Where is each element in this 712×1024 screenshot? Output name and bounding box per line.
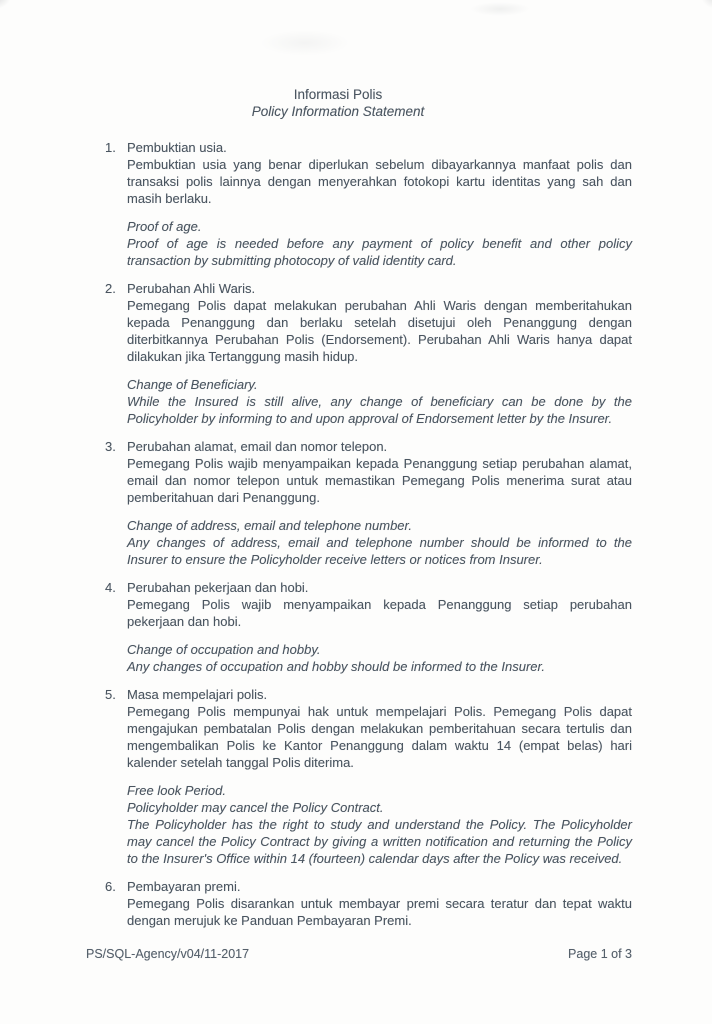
item-heading-id: Perubahan Ahli Waris.: [127, 281, 256, 296]
paragraph-id: Pemegang Polis mempunyai hak untuk mempelajari Polis. Pemegang Polis dapat mengajukan pembatalan Polis dengan melakukan pemberitahuan secara tertulis dan mengembalikan Polis ke Kantor Penanggung dalam waktu 14 (empat belas) hari kalender setelah tanggal Polis diterima.: [127, 704, 632, 770]
item-body-en: [127, 235, 632, 269]
item-content: [127, 139, 632, 269]
item-body-en: [127, 658, 632, 675]
page-subtitle: Policy Information Statement: [251, 104, 425, 119]
item-block-en: [127, 641, 632, 675]
footer: [86, 946, 632, 963]
list-item: [105, 280, 632, 427]
item-block-en: [127, 517, 632, 568]
paragraph-en: Any changes of occupation and hobby should be informed to the Insurer.: [127, 659, 545, 674]
item-number: 4.: [105, 580, 116, 595]
item-block-en: [127, 376, 632, 427]
item-number: 1.: [105, 140, 116, 155]
item-body-id: [127, 297, 632, 365]
paragraph-id: Pemegang Polis wajib menyampaikan kepada Penanggung setiap perubahan pekerjaan dan hobi.: [127, 597, 632, 629]
paragraph-id: Pemegang Polis disarankan untuk membayar premi secara teratur dan tepat waktu dengan merujuk ke Panduan Pembayaran Premi.: [127, 896, 632, 928]
item-body-id: [127, 703, 632, 771]
item-content: [127, 878, 632, 929]
list-item: [105, 438, 632, 568]
item-heading-id: Perubahan pekerjaan dan hobi.: [127, 580, 309, 595]
title-block: [0, 0, 676, 120]
item-number: 2.: [105, 281, 116, 296]
item-heading-id: Pembayaran premi.: [127, 879, 241, 894]
item-number: 3.: [105, 439, 116, 454]
paragraph-id: Pemegang Polis dapat melakukan perubahan Ahli Waris dengan memberitahukan kepada Penanggung dan berlaku setelah disetujui oleh Penanggung dengan diterbitkannya Perubahan Polis (Endorsement). Perubahan Ahli Waris hanya dapat dilakukan jika Tertanggung masih hidup.: [127, 298, 632, 364]
item-body-en: [127, 393, 632, 427]
item-heading-id: Masa mempelajari polis.: [127, 687, 268, 702]
list-item: [105, 579, 632, 675]
item-body-id: [127, 455, 632, 506]
list-item: [105, 686, 632, 867]
paragraph-en: While the Insured is still alive, any change of beneficiary can be done by the Policyholder by informing to and upon approval of Endorsement letter by the Insurer.: [127, 394, 632, 426]
paragraph-en: Policyholder may cancel the Policy Contract.: [127, 800, 384, 815]
item-heading-en: Change of occupation and hobby.: [127, 642, 321, 657]
items-list: [105, 139, 632, 929]
footer-doc-code: PS/SQL-Agency/v04/11-2017: [86, 947, 250, 961]
list-item: [105, 139, 632, 269]
item-block-en: [127, 218, 632, 269]
list-item: [105, 878, 632, 929]
item-heading-en: Change of address, email and telephone number.: [127, 518, 412, 533]
item-heading-en: Free look Period.: [127, 783, 226, 798]
item-content: [127, 280, 632, 427]
item-body-id: [127, 596, 632, 630]
item-body-id: [127, 156, 632, 207]
paragraph-en: Any changes of address, email and telephone number should be informed to the Insurer to ensure the Policyholder receive letters or notices from Insurer.: [127, 535, 632, 567]
item-heading-en: Change of Beneficiary.: [127, 377, 258, 392]
item-block-en: [127, 782, 632, 867]
item-heading-id: Pembuktian usia.: [127, 140, 227, 155]
item-body-id: [127, 895, 632, 929]
scan-artifact: [702, 0, 712, 8]
page-title: Informasi Polis: [293, 87, 383, 102]
item-content: [127, 438, 632, 568]
item-heading-id: Perubahan alamat, email dan nomor telepon.: [127, 439, 388, 454]
footer-page-number: Page 1 of 3: [568, 947, 632, 961]
item-number: 6.: [105, 879, 116, 894]
item-number: 5.: [105, 687, 116, 702]
item-body-en: [127, 799, 632, 867]
item-content: [127, 686, 632, 867]
item-body-en: [127, 534, 632, 568]
item-heading-en: Proof of age.: [127, 219, 202, 234]
paragraph-id: Pemegang Polis wajib menyampaikan kepada Penanggung setiap perubahan alamat, email dan nomor telepon untuk memastikan Pemegang Polis menerima surat atau pemberitahuan dari Penanggung.: [127, 456, 632, 505]
paragraph-en: The Policyholder has the right to study and understand the Policy. The Policyholder may cancel the Policy Contract by giving a written notification and returning the Policy to the Insurer's Office within 14 (fourteen) calendar days after the Policy was received.: [127, 817, 632, 866]
paragraph-en: Proof of age is needed before any payment of policy benefit and other policy transaction by submitting photocopy of valid identity card.: [127, 236, 632, 268]
item-content: [127, 579, 632, 675]
paragraph-id: Pembuktian usia yang benar diperlukan sebelum dibayarkannya manfaat polis dan transaksi polis lainnya dengan menyerahkan fotokopi kartu identitas yang sah dan masih berlaku.: [127, 157, 632, 206]
